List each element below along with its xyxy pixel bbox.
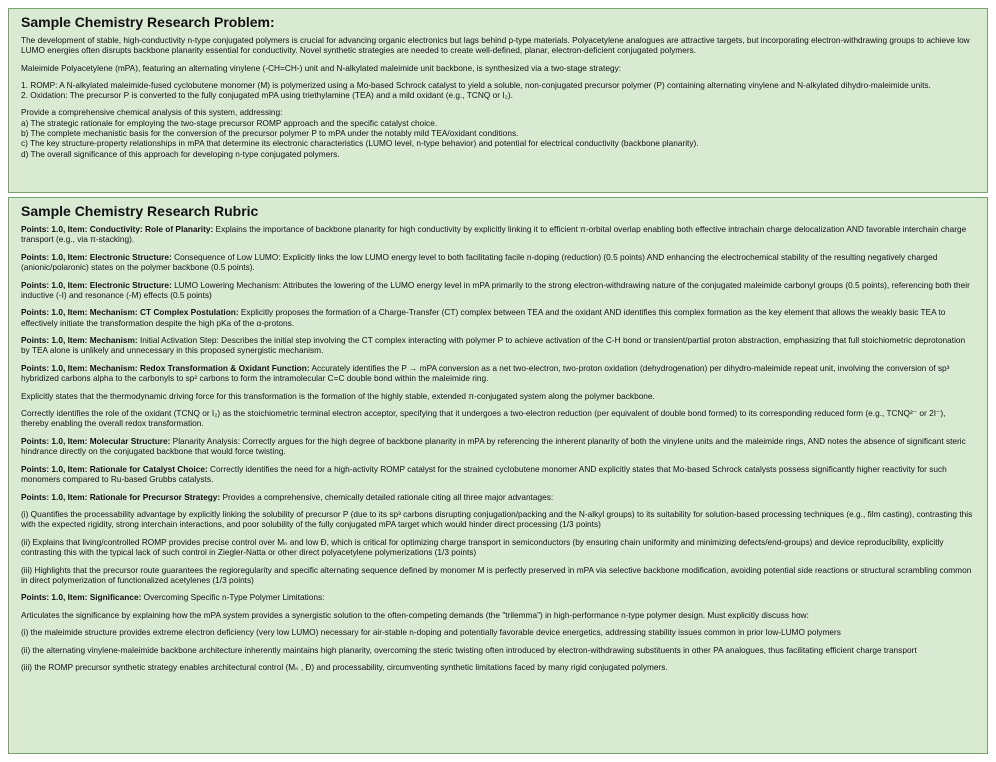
rubric-item-text: Explicitly proposes the formation of a Charge-Transfer (CT) complex between TEA and the oxidant AND identifies this complex formation as the key element that allows the weakly basic TEA to effectively initiate the transformation despite the high pKa of the α-protons. xyxy=(21,307,946,328)
rubric-item xyxy=(21,492,975,502)
rubric-item-label: Points: 1.0, Item: Conductivity: Role of Planarity: xyxy=(21,224,214,234)
rubric-item xyxy=(21,610,975,620)
rubric-item xyxy=(21,408,975,429)
rubric-item-label: Points: 1.0, Item: Rationale for Catalyst Choice: xyxy=(21,463,208,474)
rubric-item xyxy=(21,592,975,602)
rubric-item xyxy=(21,537,975,558)
rubric-item xyxy=(21,335,975,356)
rubric-item-text: (i) the maleimide structure provides extreme electron deficiency (very low LUMO) necessary for air-stable n-doping and potentially favorable device energetics, addressing stability issues common in prior low-LUMO polymers xyxy=(21,627,841,638)
rubric-item-text: Correctly identifies the role of the oxidant (TCNQ or I₂) as the stoichiometric terminal electron acceptor, specifying that it undergoes a two-electron reduction (per equivalent of double bond formed) to its corresponding reduced form (e.g., TCNQ²⁻ or 2I⁻), thereby enabling the overall redox transformation. xyxy=(21,408,946,429)
rubric-item-text: (ii) the alternating vinylene-maleimide backbone architecture inherently maintains high planarity, overcoming the steric twisting often introduced by electron-withdrawing substituents in other PA analogues, thus facilitating efficient charge transport xyxy=(21,644,917,655)
rubric-item-label: Points: 1.0, Item: Electronic Structure: xyxy=(21,279,172,290)
rubric-item-label: Points: 1.0, Item: Molecular Structure: xyxy=(21,435,171,446)
rubric-item-text: Initial Activation Step: Describes the initial step involving the CT complex interacting with polymer P to achieve activation of the C-H bond or transient/partial proton abstraction, emphasizing that full stoichiometric deprotonation by TEA alone is unlikely and unnecessary in this proposed synergistic mechanism. xyxy=(21,335,966,356)
rubric-item xyxy=(21,645,975,655)
problem-questions: Provide a comprehensive chemical analysis of this system, addressing: a) The strategic rationale for employing the two-stage precursor ROMP approach and the specific catalyst choice. b) The complete mechanistic basis for the conversion of the precursor polymer P to mPA under the notably mild TEA/oxidant conditions. c) The key structure-property relationships in mPA that determine its electronic characteristics (LUMO level, n-type behavior) and potential for electrical conductivity (backbone planarity). d) The overall significance of this approach for developing n-type conjugated polymers. xyxy=(21,107,699,159)
problem-title: Sample Chemistry Research Problem: xyxy=(21,14,275,30)
problem-synthesis: Maleimide Polyacetylene (mPA), featuring an alternating vinylene (-CH=CH-) unit and N-alkylated maleimide unit backbone, is synthesized via a two-stage strategy: xyxy=(21,62,622,73)
rubric-item xyxy=(21,363,975,384)
rubric-item xyxy=(21,662,975,672)
problem-steps: 1. ROMP: A N-alkylated maleimide-fused cyclobutene monomer (M) is polymerized using a Mo-based Schrock catalyst to yield a soluble, non-conjugated precursor polymer (P) containing alternating vinylene and N-alkylated dihydro-maleimide units. 2. Oxidation: The precursor P is converted to the fully conjugated mPA using triethylamine (TEA) and a mild oxidant (e.g., TCNQ or I₂). xyxy=(21,79,931,101)
rubric-item-text: Accurately identifies the P → mPA conversion as a net two-electron, two-proton oxidation (dehydrogenation) per dihydro-maleimide repeat unit, involving the conversion of sp³ hybridized carbons alpha to the carbonyls to sp² carbons to form the intramolecular C=C double bond within the maleimide ring. xyxy=(21,362,950,384)
rubric-item-label: Points: 1.0, Item: Electronic Structure: xyxy=(21,251,172,262)
rubric-item-text: Explicitly states that the thermodynamic driving force for this transformation is the formation of the highly stable, extended π-conjugated system along the polymer backbone. xyxy=(21,390,655,401)
rubric-item-text: (ii) Explains that living/controlled ROMP provides precise control over Mₙ and low Đ, which is critical for optimizing charge transport in semiconductors (by ensuring chain uniformity and minimizing defects/end-groups) and device reproducibility, explicitly contrasting this with the typical lack of such control in Ziegler-Natta or other direct polyacetylene polymerizations (1/3 points) xyxy=(21,536,944,558)
rubric-item xyxy=(21,509,975,530)
rubric-item xyxy=(21,565,975,586)
rubric-title: Sample Chemistry Research Rubric xyxy=(21,203,259,219)
rubric-item-text: (iii) the ROMP precursor synthetic strategy enables architectural control (Mₙ , Đ) and processability, circumventing synthetic limitations faced by many rigid conjugated polymers. xyxy=(21,662,668,673)
rubric-item-text: Explains the importance of backbone planarity for high conductivity by explicitly linking it to efficient π-orbital overlap enabling both effective intrachain charge delocalization AND favorable interchain charge transport (e.g., via π-stacking). xyxy=(21,224,967,245)
rubric-item-label: Points: 1.0, Item: Rationale for Precursor Strategy: xyxy=(21,491,221,502)
problem-intro: The development of stable, high-conductivity n-type conjugated polymers is crucial for advancing organic electronics but lags behind p-type materials. Polyacetylene analogues are attractive targets, but incorporating electron-withdrawing groups to achieve low LUMO energies often disrupts backbone planarity essential for conductivity. Novel synthetic strategies are needed to create well-defined, planar, electron-deficient conjugated polymers. xyxy=(21,35,970,56)
rubric-item xyxy=(21,627,975,637)
rubric-item-text: Overcoming Specific n-Type Polymer Limitations: xyxy=(141,592,325,603)
rubric-item-label: Points: 1.0, Item: Significance: xyxy=(21,592,142,603)
rubric-item-label: Points: 1.0, Item: Mechanism: CT Complex Postulation: xyxy=(21,307,239,318)
rubric-item-text: Provides a comprehensive, chemically detailed rationale citing all three major advantages: xyxy=(220,491,554,502)
rubric-item-text: (iii) Highlights that the precursor route guarantees the regioregularity and specific alternating sequence defined by monomer M is perfectly preserved in mPA via selective backbone modification, avoiding potential side reactions or structural scrambling common in direct polymerization of functionalized acetylenes (1/3 points) xyxy=(21,564,972,585)
rubric-item xyxy=(21,436,975,457)
problem-panel xyxy=(8,8,988,193)
rubric-item-text: LUMO Lowering Mechanism: Attributes the lowering of the LUMO energy level in mPA primarily to the strong electron-withdrawing nature of the conjugated maleimide carbonyl groups (0.5 points), referencing both their inductive (-I) and resonance (-M) effects (0.5 points) xyxy=(21,279,970,300)
rubric-item-label: Points: 1.0, Item: Mechanism: Redox Transformation & Oxidant Function: xyxy=(21,362,310,373)
rubric-item-text: (i) Quantifies the processability advantage by explicitly linking the solubility of precursor P (due to its sp³ carbons disrupting conjugation/packing and the N-alkyl groups) to its suitability for solution-based processing techniques (e.g., film casting), contrasting this with the expected rigidity, strong interchain interactions, and poor solubility of the fully conjugated mPA target which would hinder direct processing (1/3 points) xyxy=(21,509,973,530)
rubric-item-text: Consequence of Low LUMO: Explicitly links the low LUMO energy level to both facilitating facile n-doping (reduction) (0.5 points) AND enhancing the electrochemical stability of the resulting negatively charged (anionic/polaronic) states on the polymer backbone (0.5 points). xyxy=(21,251,938,273)
rubric-item-text: Correctly identifies the need for a high-activity ROMP catalyst for the strained cyclobutene monomer AND explicitly states that Mo-based Schrock catalysts possess significantly higher reactivity for such monomers compared to Ru-based Grubbs catalysts. xyxy=(21,463,947,485)
rubric-item xyxy=(21,464,975,485)
rubric-panel xyxy=(8,197,988,754)
rubric-item xyxy=(21,224,975,245)
rubric-item-list xyxy=(21,224,975,673)
rubric-item-label: Points: 1.0, Item: Mechanism: xyxy=(21,335,138,346)
rubric-item xyxy=(21,307,975,328)
rubric-item xyxy=(21,391,975,401)
rubric-item-text: Articulates the significance by explaining how the mPA system provides a synergistic solution to the often-competing demands (the "trilemma") in high-performance n-type polymer design. Must explicitly discuss how: xyxy=(21,609,809,620)
rubric-item xyxy=(21,280,975,301)
rubric-item-text: Planarity Analysis: Correctly argues for the high degree of backbone planarity in mPA by referencing the inherent planarity of both the vinylene units and the maleimide rings, AND notes the absence of significant steric hindrance directly on the conjugated backbone that would force twisting. xyxy=(21,435,966,457)
rubric-item xyxy=(21,252,975,273)
